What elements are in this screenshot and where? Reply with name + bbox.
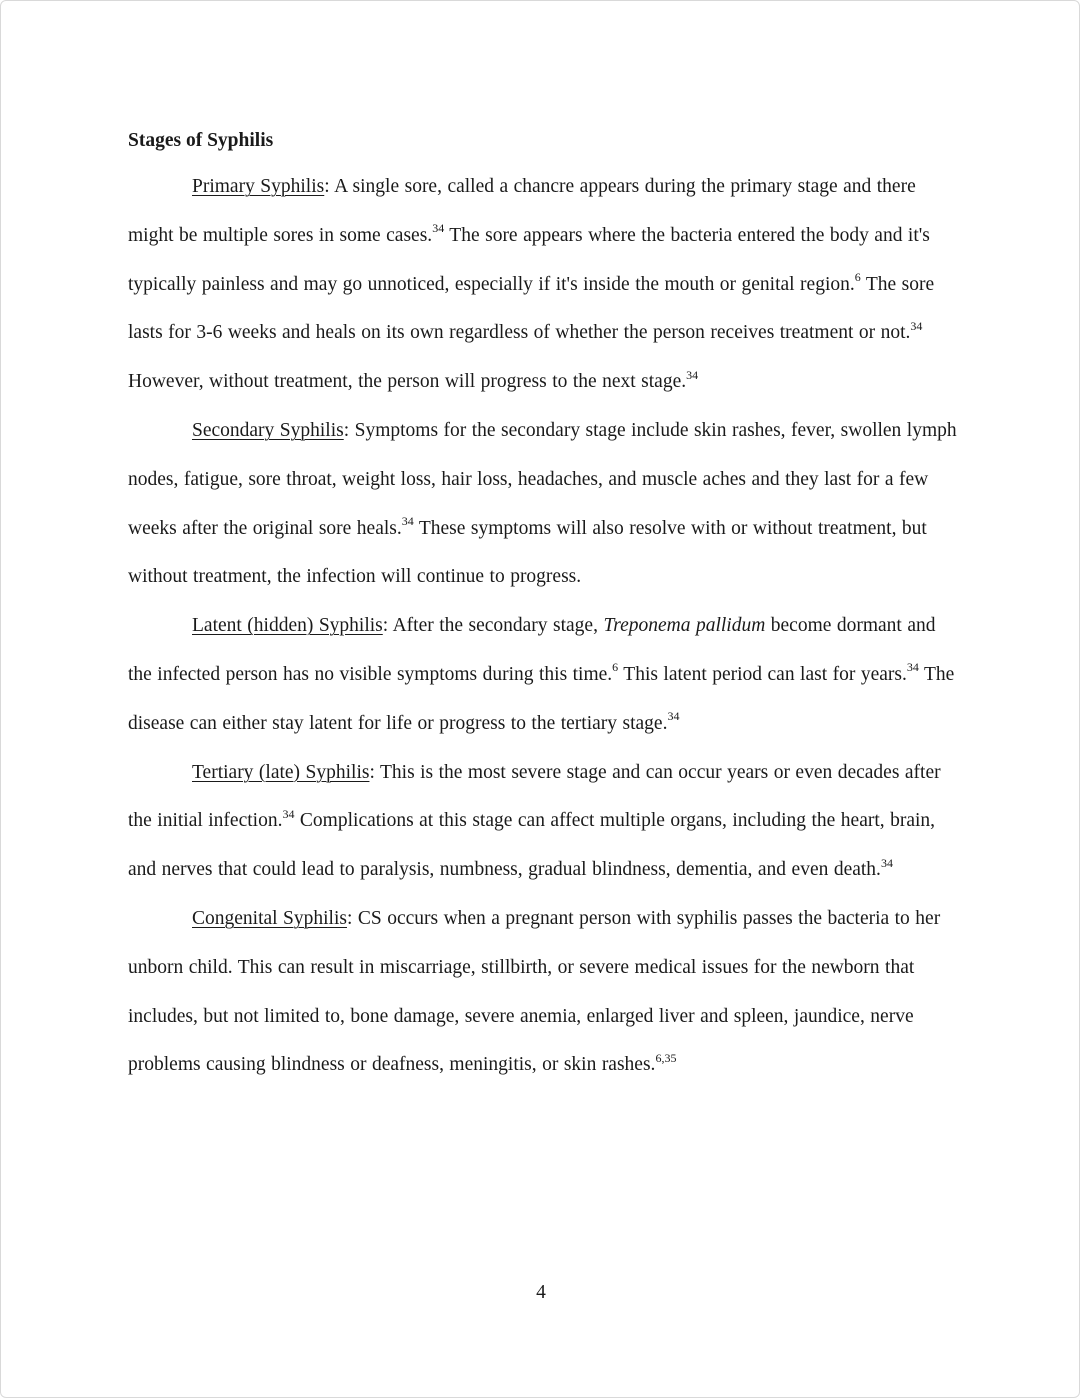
paragraph-text: These symptoms will also resolve with or without treatment, but without treatment, the infection will continue to progress.: [128, 517, 927, 588]
stage-label: Congenital Syphilis: [192, 907, 347, 929]
citation-superscript: 6: [612, 660, 619, 675]
paragraph-text: The sore appears where the bacteria entered the body and it's typically painless and may go unnoticed, especially if it's inside the mouth or genital region.: [128, 224, 930, 295]
paragraph-text: become dormant and the infected person has no visible symptoms during this time.: [128, 615, 936, 685]
page-content: [128, 119, 958, 1090]
citation-superscript: 34: [401, 514, 414, 529]
paragraph-text: : A single sore, called a chancre appears during the primary stage and there might be multiple sores in some cases.: [128, 176, 916, 246]
paragraph-text: : CS occurs when a pregnant person with syphilis passes the bacteria to her unborn child. This can result in miscarriage, stillbirth, or severe medical issues for the newborn that includes, but not limited to, bone damage, severe anemia, enlarged liver and spleen, jaundice, nerve problems causing blindness or deafness, meningitis, or skin rashes.: [128, 907, 941, 1076]
citation-superscript: 34: [910, 318, 923, 333]
citation-superscript: 34: [686, 367, 699, 382]
citation-superscript: 34: [282, 806, 295, 821]
stage-paragraph: [128, 407, 958, 602]
citation-superscript: 34: [432, 221, 445, 236]
citation-superscript: 6,35: [655, 1050, 677, 1065]
citation-superscript: 34: [667, 709, 680, 724]
stage-paragraph: [128, 163, 958, 407]
stage-label: Secondary Syphilis: [192, 419, 344, 441]
stage-label: Primary Syphilis: [192, 176, 325, 197]
section-heading: Stages of Syphilis: [128, 130, 274, 151]
stage-paragraph: [128, 895, 958, 1090]
stage-label: Latent (hidden) Syphilis: [192, 615, 383, 637]
paragraph-text: : This is the most severe stage and can occur years or even decades after the initial infection.: [128, 761, 941, 832]
italic-term: Treponema pallidum: [603, 615, 766, 637]
citation-superscript: 34: [906, 660, 919, 675]
citation-superscript: 34: [880, 855, 893, 870]
paragraph-text: The disease can either stay latent for life or progress to the tertiary stage.: [128, 663, 955, 734]
paragraph-text: Complications at this stage can affect multiple organs, including the heart, brain, and nerves that could lead to paralysis, numbness, gradual blindness, dementia, and even death.: [128, 810, 936, 881]
paragraph-text: : After the secondary stage,: [382, 615, 604, 637]
paragraph-text: The sore lasts for 3-6 weeks and heals on its own regardless of whether the person receives treatment or not.: [128, 273, 935, 344]
stage-paragraph: [128, 749, 958, 895]
stage-label: Tertiary (late) Syphilis: [192, 761, 370, 783]
stage-paragraph: [128, 602, 958, 748]
paragraph-text: : Symptoms for the secondary stage include skin rashes, fever, swollen lymph nodes, fatigue, sore throat, weight loss, hair loss, headaches, and muscle aches and they last for a few weeks after the original sore heals.: [128, 419, 957, 539]
paragraph-text: This latent period can last for years.: [618, 663, 907, 685]
page-number: 4: [536, 1282, 546, 1303]
paragraph-text: However, without treatment, the person will progress to the next stage.: [128, 371, 687, 393]
citation-superscript: 6: [854, 270, 861, 285]
stages-list: [128, 163, 958, 1090]
